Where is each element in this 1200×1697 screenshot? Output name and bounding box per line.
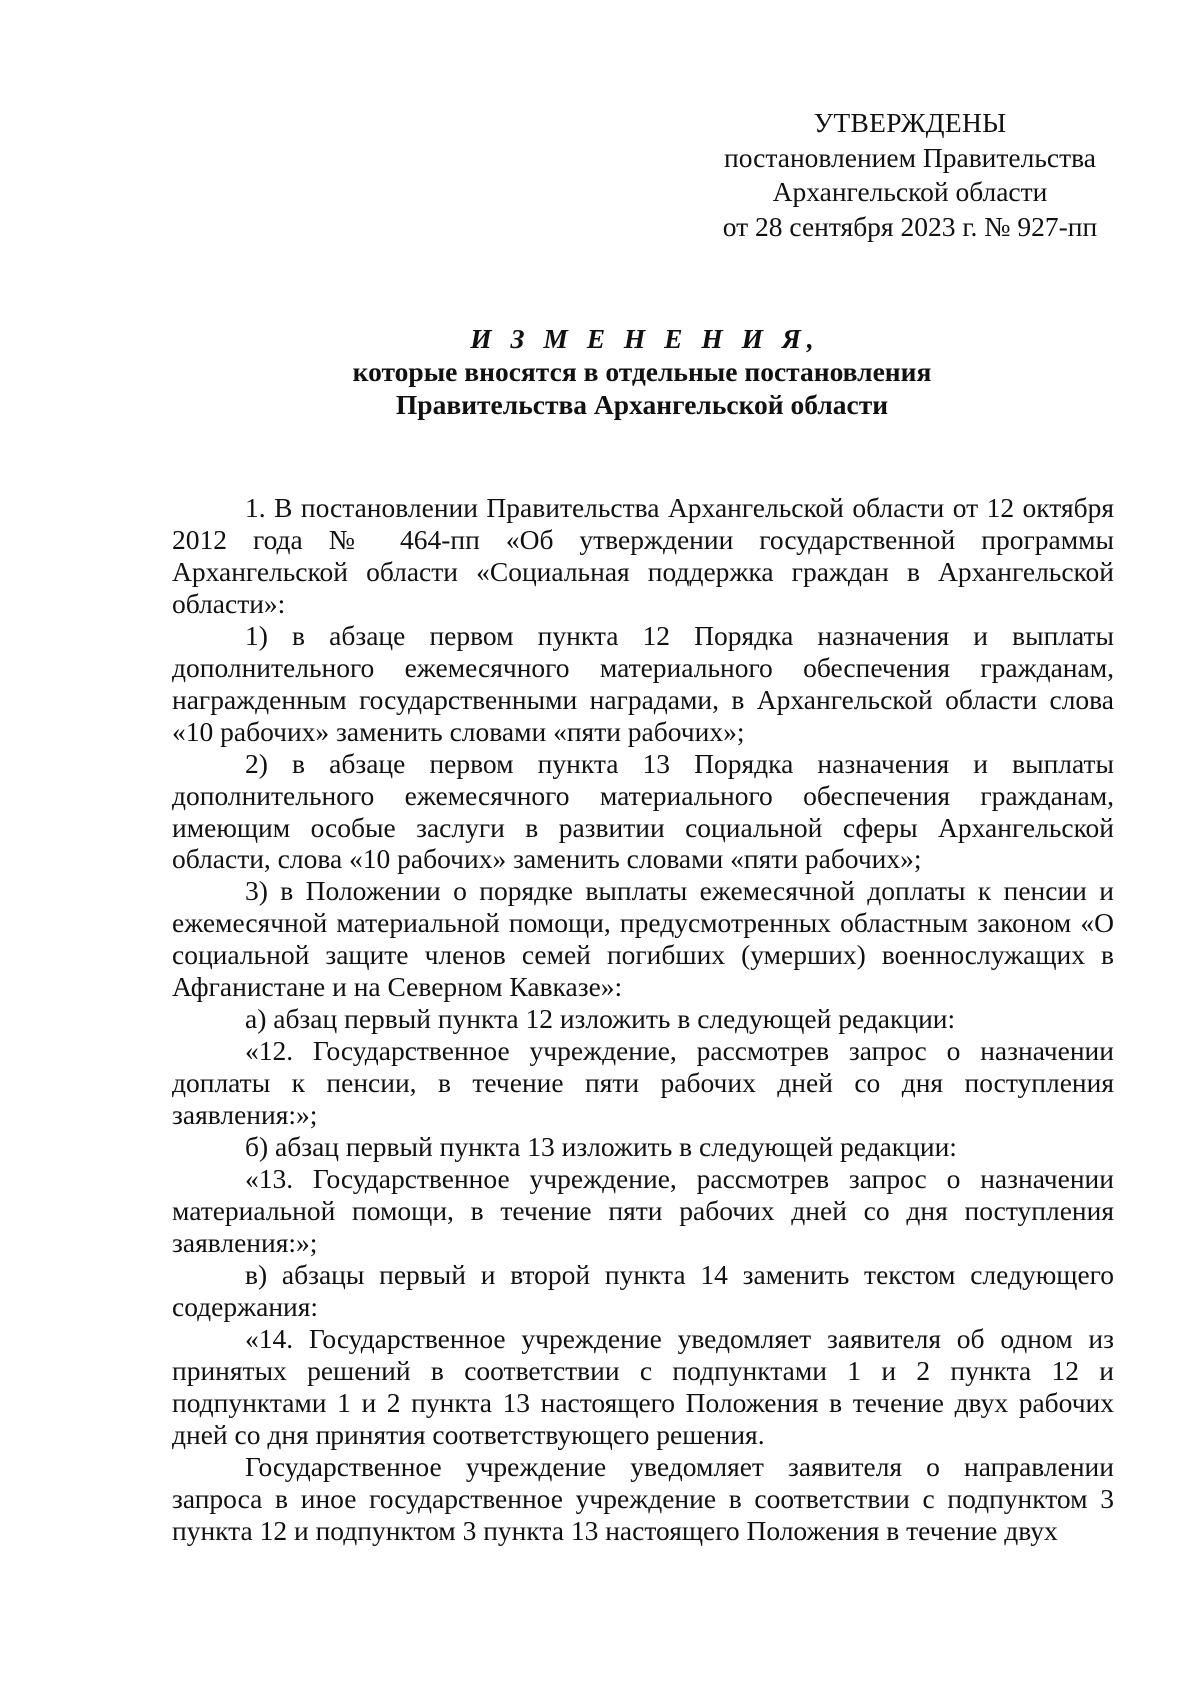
paragraph: 3) в Положении о порядке выплаты ежемесячной доплаты к пенсии и ежемесячной материальной помощи, предусмотренных областным законом «О социальной защите членов семей погибших (умерших) военнослужащих в Афганистане и на Северном Кавказе»: bbox=[172, 875, 1114, 1003]
approval-line: постановлением Правительства bbox=[724, 141, 1096, 173]
document-body bbox=[172, 492, 1114, 1546]
document-subtitle: Правительства Архангельской области bbox=[395, 389, 889, 420]
document-heading bbox=[172, 322, 1112, 421]
approval-block bbox=[700, 106, 1120, 244]
approval-title: УТВЕРЖДЕНЫ bbox=[813, 107, 1007, 138]
approval-line: Архангельской области bbox=[772, 176, 1048, 207]
paragraph: 2) в абзаце первом пункта 13 Порядка назначения и выплаты дополнительного ежемесячного материального обеспечения гражданам, имеющим особые заслуги в развитии социальной сферы Архангельской области, слова «10 рабочих» заменить словами «пяти рабочих»; bbox=[172, 747, 1114, 875]
document-title: И З М Е Н Е Н И Я, bbox=[470, 323, 820, 354]
paragraph: «13. Государственное учреждение, рассмотрев запрос о назначении материальной помощи, в течение пяти рабочих дней со дня поступления заявления:»; bbox=[172, 1163, 1114, 1258]
document-subtitle: которые вносятся в отдельные постановления bbox=[352, 356, 932, 387]
paragraph: 1. В постановлении Правительства Архангельской области от 12 октября 2012 года № 464-пп «Об утверждении государственной программы Архангельской области «Социальная поддержка граждан в Архангельской области»: bbox=[172, 492, 1114, 619]
paragraph: б) абзац первый пункта 13 изложить в следующей редакции: bbox=[245, 1131, 957, 1163]
paragraph: Государственное учреждение уведомляет заявителя о направлении запроса в иное государственное учреждение в соответствии с подпунктом 3 пункта 12 и подпунктом 3 пункта 13 настоящего Положения в течение двух bbox=[172, 1450, 1114, 1546]
paragraph: 1) в абзаце первом пункта 12 Порядка назначения и выплаты дополнительного ежемесячного материального обеспечения гражданам, награжденным государственными наградами, в Архангельской области слова «10 рабочих» заменить словами «пяти рабочих»; bbox=[172, 619, 1114, 747]
approval-date-number: от 28 сентября 2023 г. № 927-пп bbox=[722, 210, 1098, 242]
paragraph: «14. Государственное учреждение уведомляет заявителя об одном из принятых решений в соответствии с подпунктами 1 и 2 пункта 12 и подпунктами 1 и 2 пункта 13 настоящего Положения в течение двух рабочих дней со дня принятия соответствующего решения. bbox=[172, 1322, 1114, 1450]
paragraph: «12. Государственное учреждение, рассмотрев запрос о назначении доплаты к пенсии, в течение пяти рабочих дней со дня поступления заявления:»; bbox=[172, 1035, 1114, 1131]
paragraph: в) абзацы первый и второй пункта 14 заменить текстом следующего содержания: bbox=[172, 1258, 1114, 1322]
paragraph: а) абзац первый пункта 12 изложить в следующей редакции: bbox=[245, 1003, 956, 1035]
